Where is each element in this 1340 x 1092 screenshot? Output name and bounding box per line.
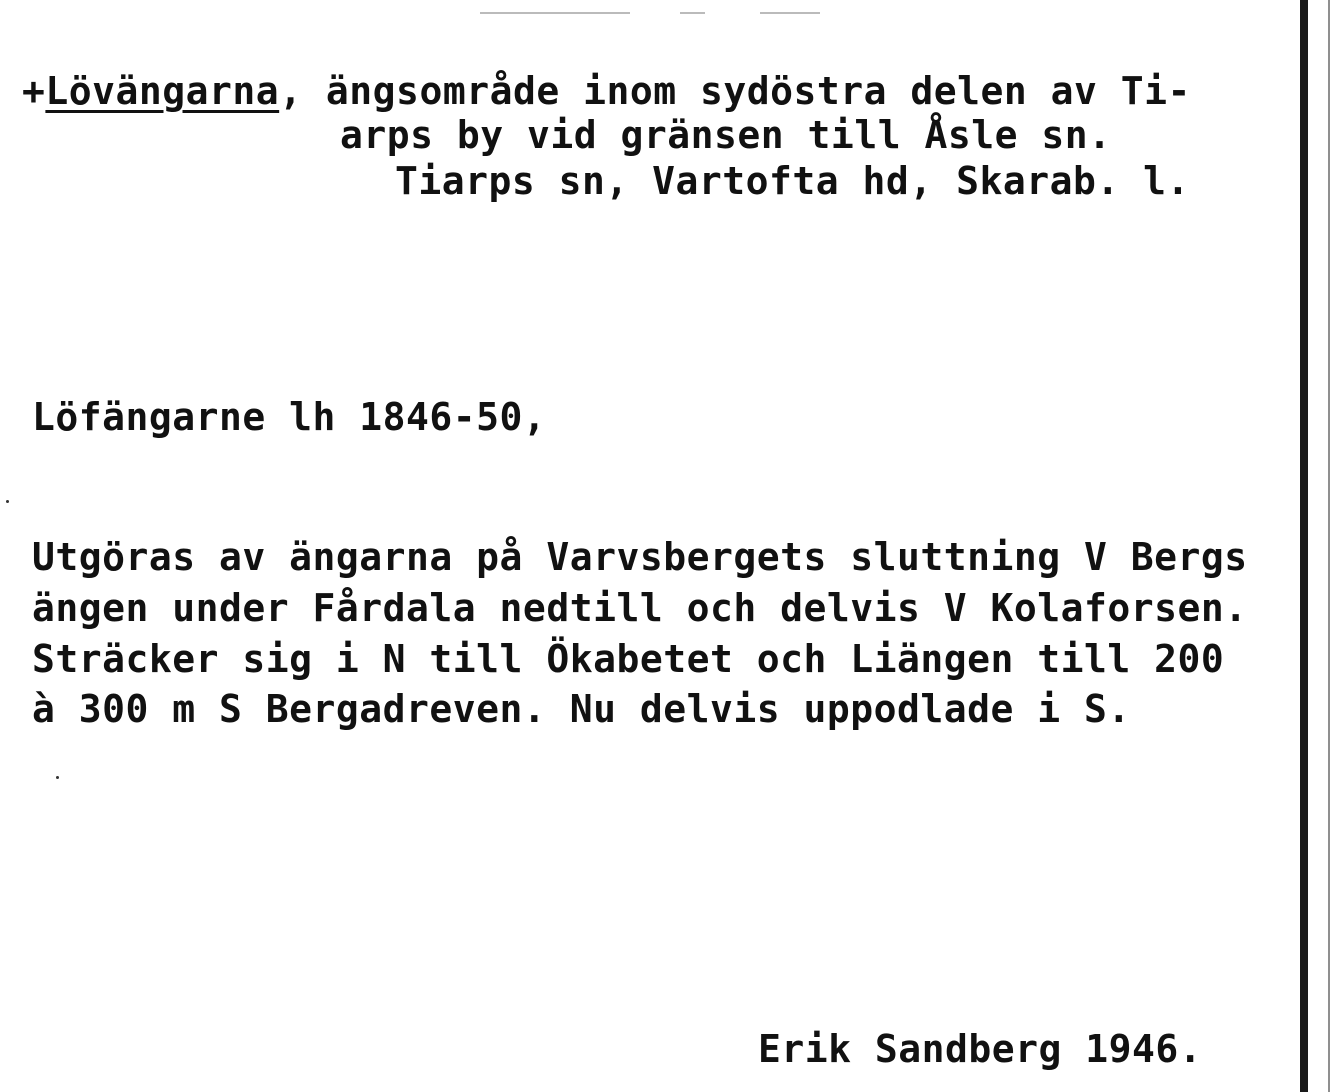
- scan-artifact: [680, 12, 705, 14]
- scan-speck: [6, 500, 9, 503]
- plus-mark: +: [22, 69, 46, 113]
- historical-form: Löfängarne lh 1846-50,: [32, 395, 547, 439]
- scan-speck: [56, 776, 59, 779]
- header-line-2: arps by vid gränsen till Åsle sn.: [340, 113, 1112, 157]
- scan-artifact: [480, 12, 630, 14]
- description-line: à 300 m S Bergadreven. Nu delvis uppodlade i S.: [32, 687, 1131, 731]
- header-line-1: [22, 69, 1191, 113]
- header-line-3: Tiarps sn, Vartofta hd, Skarab. l.: [395, 159, 1190, 203]
- headword: Lövängarna: [45, 69, 280, 113]
- scan-artifact: [760, 12, 820, 14]
- description-line: Utgöras av ängarna på Varvsbergets sluttning V Bergs: [32, 535, 1248, 579]
- card-edge-secondary: [1328, 0, 1330, 1092]
- signature: Erik Sandberg 1946.: [758, 1027, 1203, 1071]
- header-line-1-rest: , ängsområde inom sydöstra delen av Ti-: [279, 69, 1191, 113]
- card-edge: [1300, 0, 1308, 1092]
- description-line: Sträcker sig i N till Ökabetet och Liängen till 200: [32, 637, 1225, 681]
- description-line: ängen under Fårdala nedtill och delvis V Kolaforsen.: [32, 586, 1248, 630]
